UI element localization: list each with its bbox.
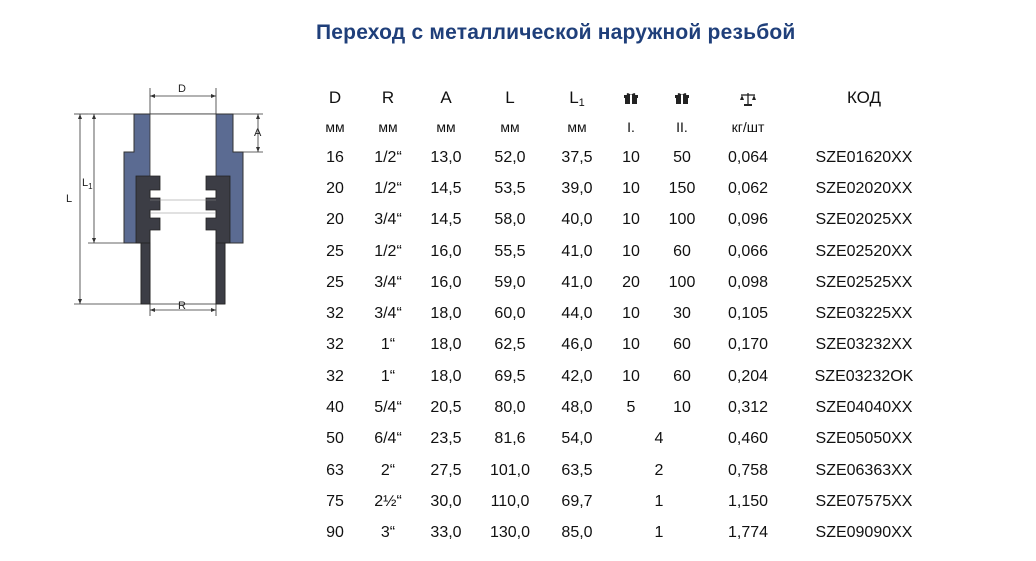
cell-l: 60,0: [494, 305, 526, 323]
gift-icon: [675, 92, 689, 105]
cell-r: 5/4“: [374, 399, 402, 417]
cell-r: 1/2“: [374, 242, 402, 260]
table-row: [312, 205, 942, 236]
cell-l: 81,6: [494, 430, 526, 448]
cell-p1: 10: [622, 305, 640, 323]
cell-l: 62,5: [494, 336, 526, 354]
cell-d: 25: [326, 273, 344, 291]
fitting-thread-left: [141, 243, 150, 304]
cell-p1: 10: [622, 336, 640, 354]
unit-r: мм: [378, 119, 398, 135]
unit-pack2: II.: [676, 119, 688, 135]
cell-a: 23,5: [430, 430, 462, 448]
fitting-thread-right: [216, 243, 225, 304]
cell-l: 101,0: [489, 461, 531, 479]
table-row: [312, 267, 942, 298]
cell-p2: 100: [668, 273, 696, 291]
cell-a: 18,0: [430, 367, 462, 385]
cell-d: 75: [326, 492, 344, 510]
cell-p2: 100: [668, 211, 696, 229]
cell-a: 33,0: [430, 524, 462, 542]
table-body: [312, 142, 942, 549]
cell-r: 2½“: [374, 492, 402, 510]
dim-label-r: R: [178, 300, 186, 312]
cell-l1: 40,0: [561, 211, 593, 229]
cell-pack: 1: [654, 524, 664, 542]
cell-w: 0,170: [727, 336, 769, 354]
header-row: [312, 84, 942, 112]
spec-table: [312, 84, 942, 549]
cell-l1: 37,5: [561, 148, 593, 166]
table-row: [312, 236, 942, 267]
dim-label-a: A: [254, 127, 262, 139]
unit-weight: кг/шт: [731, 119, 765, 135]
cell-l1: 85,0: [561, 524, 593, 542]
cell-p2: 10: [673, 399, 691, 417]
cell-r: 1/2“: [374, 148, 402, 166]
cell-p2: 60: [673, 242, 691, 260]
cell-p2: 60: [673, 336, 691, 354]
cell-d: 20: [326, 211, 344, 229]
table-row: [312, 424, 942, 455]
cell-p2: 150: [668, 179, 696, 197]
cell-a: 30,0: [430, 492, 462, 510]
cell-l: 110,0: [490, 492, 530, 510]
table-row: [312, 298, 942, 329]
unit-l1: мм: [567, 119, 587, 135]
table-row: [312, 518, 942, 549]
cell-d: 16: [326, 148, 344, 166]
cell-l1: 69,7: [561, 492, 593, 510]
cell-w: 0,066: [727, 242, 769, 260]
cell-d: 40: [326, 399, 344, 417]
table-row: [312, 361, 942, 392]
cell-p2: 30: [673, 305, 691, 323]
col-header-l: L: [505, 88, 515, 107]
cell-p1: 10: [622, 367, 640, 385]
cell-l1: 41,0: [561, 273, 593, 291]
cell-w: 0,204: [727, 367, 769, 385]
fitting-cross-section: [58, 78, 288, 318]
cell-w: 1,774: [727, 524, 769, 542]
dim-label-d: D: [178, 83, 186, 95]
cell-r: 3/4“: [374, 305, 402, 323]
cell-code: SZE02520XX: [815, 242, 913, 260]
table-row: [312, 330, 942, 361]
cell-w: 0,096: [727, 211, 769, 229]
cell-p2: 60: [673, 367, 691, 385]
cell-a: 18,0: [430, 305, 462, 323]
cell-code: SZE03232XX: [815, 336, 913, 354]
cell-l: 80,0: [494, 399, 526, 417]
cell-d: 32: [326, 305, 344, 323]
cell-l: 130,0: [489, 524, 531, 542]
cell-w: 0,098: [727, 273, 769, 291]
cell-d: 63: [326, 461, 344, 479]
cell-d: 90: [326, 524, 344, 542]
cell-pack: 2: [654, 461, 664, 479]
cell-w: 1,150: [727, 492, 769, 510]
cell-a: 27,5: [430, 461, 462, 479]
cell-w: 0,460: [727, 430, 769, 448]
cell-l1: 41,0: [561, 242, 593, 260]
cell-code: SZE01620XX: [815, 148, 913, 166]
cell-a: 18,0: [430, 336, 462, 354]
cell-code: SZE02025XX: [815, 211, 913, 229]
col-header-code: КОД: [846, 88, 882, 107]
col-header-pack2: [654, 84, 710, 112]
cell-l: 59,0: [494, 273, 526, 291]
table-row: [312, 486, 942, 517]
scale-icon: [739, 92, 757, 106]
cell-d: 20: [326, 179, 344, 197]
cell-code: SZE07575XX: [815, 492, 913, 510]
cell-l: 52,0: [494, 148, 526, 166]
cell-l: 55,5: [494, 242, 526, 260]
cell-l1: 54,0: [561, 430, 593, 448]
cell-l: 58,0: [494, 211, 526, 229]
cell-l1: 42,0: [561, 367, 593, 385]
cell-d: 32: [326, 367, 344, 385]
cell-p1: 10: [622, 179, 640, 197]
cell-code: SZE09090XX: [815, 524, 913, 542]
col-header-a: A: [440, 88, 452, 107]
cell-l1: 39,0: [561, 179, 593, 197]
table-row: [312, 173, 942, 204]
page-title: Переход с металлической наружной резьбой: [316, 21, 796, 44]
cell-l1: 48,0: [561, 399, 593, 417]
cell-a: 16,0: [430, 242, 462, 260]
cell-p1: 10: [622, 148, 640, 166]
cell-r: 2“: [380, 461, 396, 479]
cell-p1: 5: [626, 399, 636, 417]
cell-r: 1“: [380, 367, 396, 385]
cell-a: 16,0: [430, 273, 462, 291]
cell-w: 0,105: [727, 305, 769, 323]
cell-d: 32: [326, 336, 344, 354]
cell-r: 1/2“: [374, 179, 402, 197]
cell-code: SZE04040XX: [815, 399, 913, 417]
cell-code: SZE05050XX: [815, 430, 913, 448]
cell-r: 3/4“: [374, 211, 402, 229]
unit-pack1: I.: [627, 119, 635, 135]
cell-code: SZE02525XX: [815, 273, 913, 291]
fitting-drawing: [58, 78, 288, 318]
cell-l: 69,5: [494, 367, 526, 385]
units-row: [312, 112, 942, 142]
dim-label-l: L: [66, 193, 73, 205]
table-row: [312, 142, 942, 173]
cell-p1: 10: [622, 242, 640, 260]
cell-l1: 44,0: [561, 305, 593, 323]
cell-r: 3“: [380, 524, 396, 542]
cell-w: 0,312: [727, 399, 769, 417]
col-header-weight: [710, 84, 786, 112]
col-header-r: R: [381, 88, 395, 107]
cell-code: SZE03225XX: [815, 305, 913, 323]
cell-code: SZE06363XX: [815, 461, 913, 479]
cell-p1: 10: [622, 211, 640, 229]
cell-r: 3/4“: [374, 273, 402, 291]
cell-r: 1“: [380, 336, 396, 354]
cell-p2: 50: [673, 148, 691, 166]
cell-l: 53,5: [494, 179, 526, 197]
unit-l: мм: [500, 119, 520, 135]
cell-code: SZE03232OK: [814, 367, 914, 385]
unit-a: мм: [436, 119, 456, 135]
col-header-pack1: [608, 84, 654, 112]
table-row: [312, 392, 942, 423]
dim-label-l1: $L_1$: [82, 177, 93, 191]
cell-a: 20,5: [430, 399, 462, 417]
table-row: [312, 455, 942, 486]
unit-d: мм: [325, 119, 345, 135]
cell-d: 25: [326, 242, 344, 260]
cell-pack: 1: [654, 492, 664, 510]
cell-a: 14,5: [430, 179, 462, 197]
cell-l1: 63,5: [561, 461, 593, 479]
cell-l1: 46,0: [561, 336, 593, 354]
cell-pack: 4: [654, 430, 664, 448]
col-header-l1: L1: [569, 88, 585, 109]
cell-code: SZE02020XX: [815, 179, 913, 197]
cell-w: 0,758: [727, 461, 769, 479]
cell-p1: 20: [622, 273, 640, 291]
cell-w: 0,064: [727, 148, 769, 166]
gift-icon: [624, 92, 638, 105]
cell-a: 13,0: [430, 148, 462, 166]
cell-a: 14,5: [430, 211, 462, 229]
cell-r: 6/4“: [374, 430, 402, 448]
cell-w: 0,062: [727, 179, 769, 197]
cell-d: 50: [326, 430, 344, 448]
col-header-d: D: [328, 88, 342, 107]
